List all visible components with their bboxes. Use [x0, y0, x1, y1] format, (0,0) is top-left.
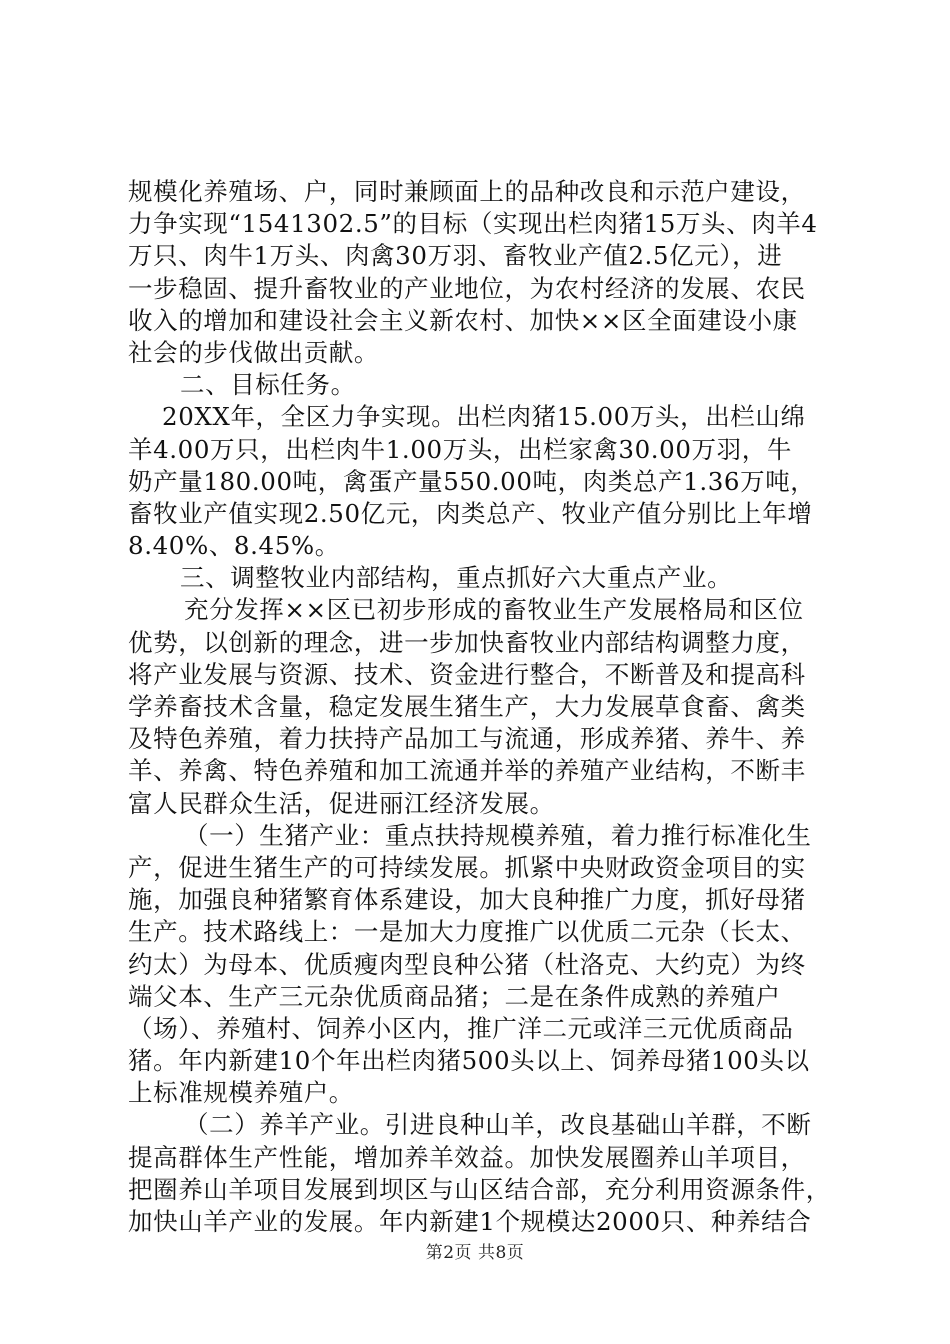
- body-line-28: 猪。年内新建10个年出栏肉猪500头以上、饲养母猪100头以: [128, 1046, 810, 1076]
- body-line-18: 及特色养殖，着力扶持产品加工与流通，形成养猪、养牛、养: [128, 724, 806, 754]
- document-body: [128, 176, 836, 1238]
- body-line-25: 约太）为母本、优质瘦肉型良种公猪（杜洛克、大约克）为终: [128, 949, 806, 979]
- body-line-10: 奶产量180.00吨，禽蛋产量550.00吨，肉类总产1.36万吨，: [128, 466, 816, 496]
- body-line-3: 万只、肉牛1万头、肉禽30万羽、畜牧业产值2.5亿元），进: [128, 241, 783, 271]
- body-line-33: 加快山羊产业的发展。年内新建1个规模达2000只、种养结合: [128, 1207, 812, 1236]
- body-line-32: 把圈养山羊项目发展到坝区与山区结合部，充分利用资源条件，: [128, 1174, 831, 1204]
- body-line-31: 提高群体生产性能，增加养羊效益。加快发展圈养山羊项目，: [128, 1142, 806, 1172]
- subsection-sheep-industry: （二）养羊产业。引进良种山羊，改良基础山羊群，不断: [184, 1110, 812, 1140]
- body-line-5: 收入的增加和建设社会主义新农村、加快××区全面建设小康: [128, 305, 798, 335]
- body-line-14: 充分发挥××区已初步形成的畜牧业生产发展格局和区位: [184, 595, 804, 625]
- body-line-2: 力争实现“1541302.5”的目标（实现出栏肉猪15万头、肉羊4: [128, 209, 818, 239]
- body-line-15: 优势，以创新的理念，进一步加快畜牧业内部结构调整力度，: [128, 627, 806, 657]
- subsection-pig-industry: （一）生猪产业：重点扶持规模养殖，着力推行标准化生: [184, 820, 812, 850]
- body-line-20: 富人民群众生活，促进丽江经济发展。: [128, 788, 555, 818]
- section-heading-2: 二、目标任务。: [180, 370, 356, 400]
- body-line-26: 端父本、生产三元杂优质商品猪；二是在条件成熟的养殖户: [128, 981, 781, 1011]
- body-line-11: 畜牧业产值实现2.50亿元，肉类总产、牧业产值分别比上年增: [128, 498, 813, 528]
- body-line-9: 羊4.00万只，出栏肉牛1.00万头，出栏家禽30.00万羽，牛: [128, 434, 792, 464]
- body-line-19: 羊、养禽、特色养殖和加工流通并举的养殖产业结构，不断丰: [128, 756, 806, 786]
- body-line-1: 规模化养殖场、户，同时兼顾面上的品种改良和示范户建设，: [128, 177, 806, 206]
- section-heading-3: 三、调整牧业内部结构，重点抓好六大重点产业。: [180, 563, 733, 593]
- body-line-16: 将产业发展与资源、技术、资金进行整合，不断普及和提高科: [128, 659, 806, 689]
- body-line-4: 一步稳固、提升畜牧业的产业地位，为农村经济的发展、农民: [128, 273, 806, 303]
- body-line-27: （场）、养殖村、饲养小区内，推广洋二元或洋三元优质商品: [128, 1013, 794, 1043]
- body-line-17: 学养畜技术含量，稳定发展生猪生产，大力发展草食畜、禽类: [128, 692, 806, 721]
- page-number-footer: 第2页 共8页: [425, 1243, 525, 1263]
- body-line-6: 社会的步伐做出贡献。: [128, 337, 379, 367]
- body-line-8: 20XX年，全区力争实现。出栏肉猪15.00万头，出栏山绵: [162, 402, 806, 432]
- body-line-24: 生产。技术路线上：一是加大力度推广以优质二元杂（长太、: [128, 917, 806, 947]
- body-line-22: 产，促进生猪生产的可持续发展。抓紧中央财政资金项目的实: [128, 852, 806, 882]
- body-line-29: 上标准规模养殖户。: [128, 1078, 354, 1108]
- body-line-23: 施，加强良种猪繁育体系建设，加大良种推广力度，抓好母猪: [128, 885, 806, 915]
- body-line-12: 8.40%、8.45%。: [128, 531, 340, 561]
